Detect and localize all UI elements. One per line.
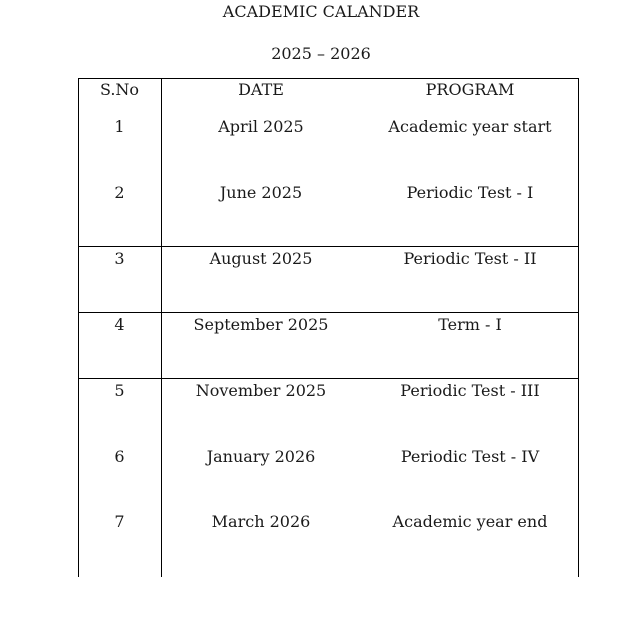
- row-program: Periodic Test - II: [403, 249, 537, 268]
- row-date: April 2025: [218, 117, 304, 136]
- row-sno: 3: [114, 249, 125, 268]
- row-divider: [78, 378, 579, 379]
- row-program: Academic year start: [388, 117, 552, 136]
- document-title: ACADEMIC CALANDER: [222, 2, 420, 21]
- row-program: Periodic Test - IV: [400, 447, 540, 466]
- header-program: PROGRAM: [425, 80, 515, 99]
- row-sno: 2: [114, 183, 125, 202]
- row-program: Academic year end: [392, 512, 548, 531]
- row-divider: [78, 312, 579, 313]
- row-program: Periodic Test - III: [400, 381, 540, 400]
- row-program: Periodic Test - I: [406, 183, 534, 202]
- table-right-border: [578, 78, 579, 577]
- row-date: August 2025: [209, 249, 313, 268]
- row-sno: 6: [114, 447, 125, 466]
- row-sno: 5: [114, 381, 125, 400]
- row-date: November 2025: [195, 381, 327, 400]
- row-date: March 2026: [211, 512, 311, 531]
- row-sno: 1: [114, 117, 125, 136]
- row-divider: [78, 246, 579, 247]
- row-date: June 2025: [219, 183, 303, 202]
- header-date: DATE: [238, 80, 284, 99]
- header-sno: S.No: [99, 80, 140, 99]
- row-date: September 2025: [193, 315, 329, 334]
- row-program: Term - I: [438, 315, 502, 334]
- academic-year: 2025 – 2026: [271, 44, 371, 63]
- table-top-border: [78, 78, 579, 79]
- row-sno: 7: [114, 512, 125, 531]
- row-date: January 2026: [206, 447, 316, 466]
- row-sno: 4: [114, 315, 125, 334]
